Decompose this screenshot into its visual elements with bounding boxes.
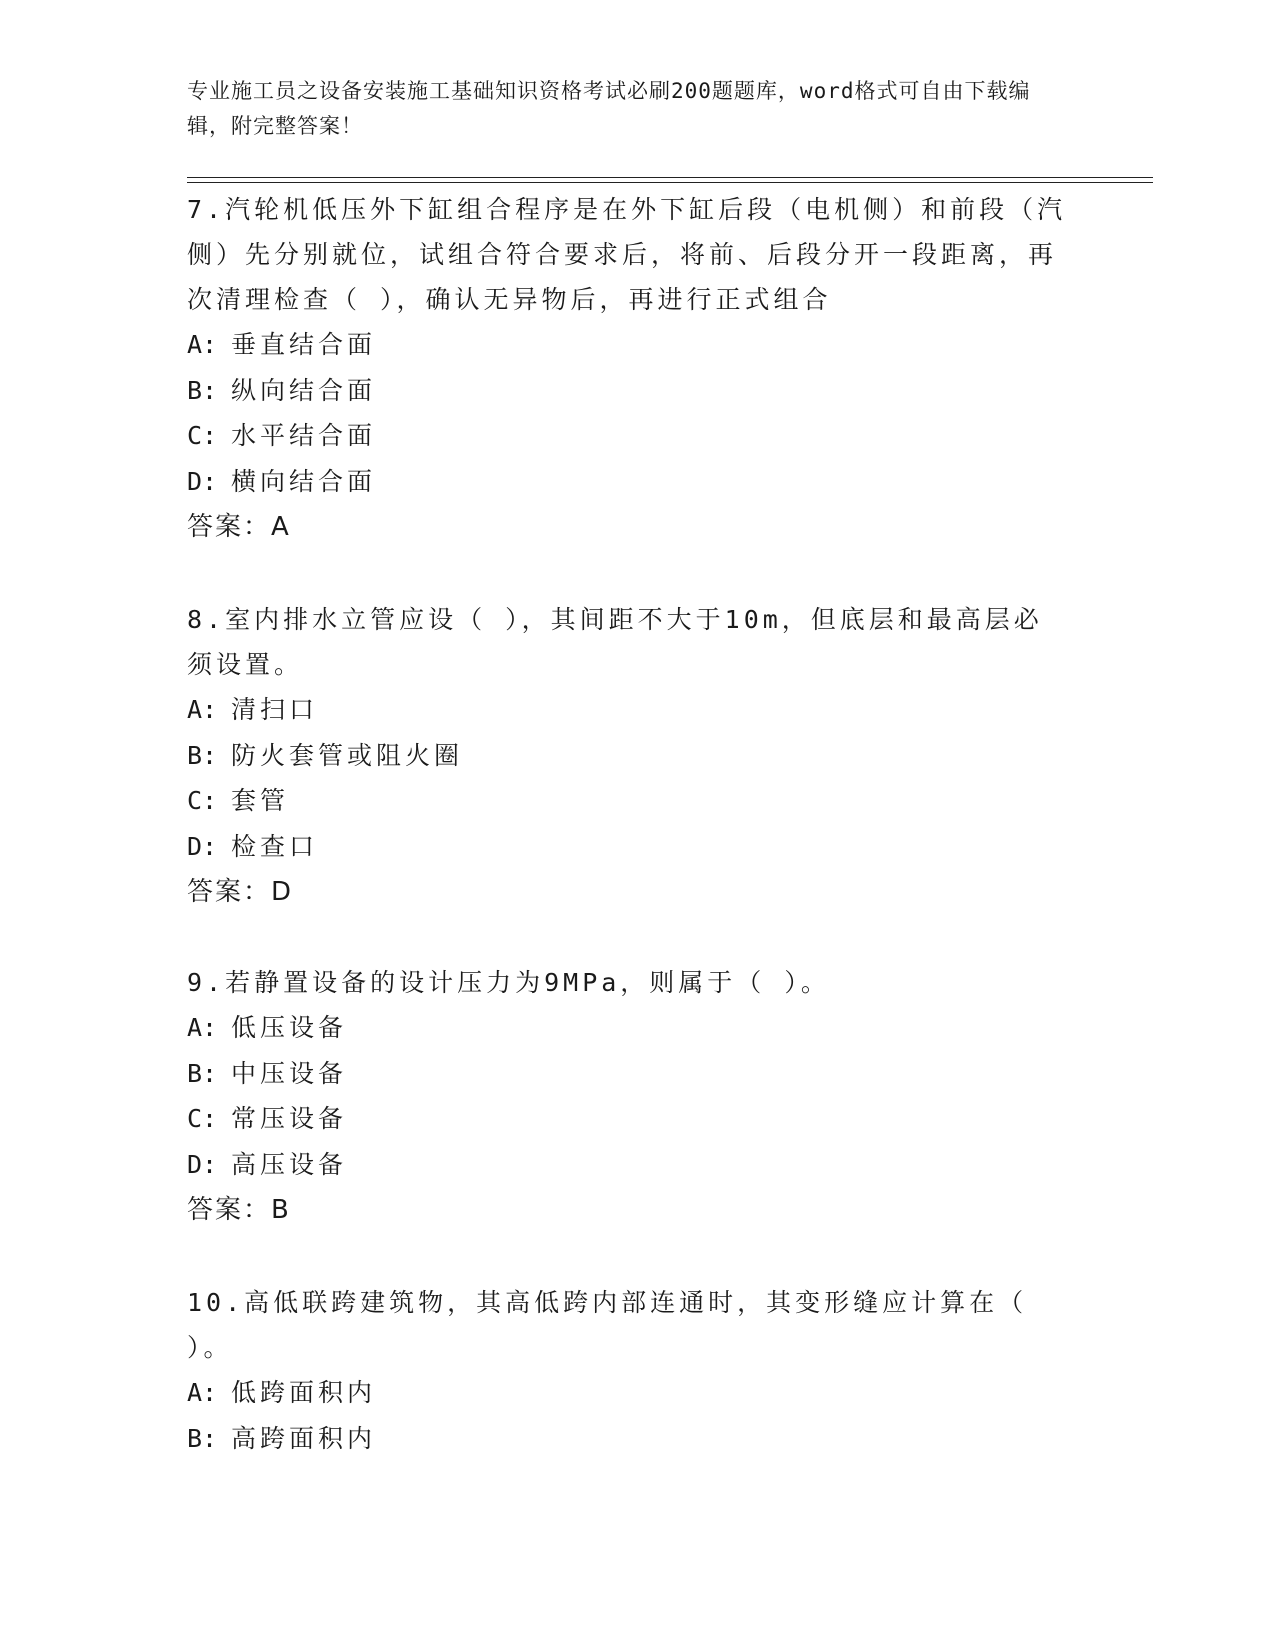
option-text: 低跨面积内 (231, 1378, 377, 1407)
header-divider-bottom (187, 182, 1153, 183)
option-text: 高跨面积内 (231, 1423, 377, 1453)
question-8 (187, 597, 1067, 915)
option-text: 水平结合面 (231, 421, 377, 450)
option-c (187, 1096, 1067, 1142)
option-letter: A: (187, 695, 218, 724)
document-header: 专业施工员之设备安装施工基础知识资格考试必刷200题题库，word格式可自由下载编辑，附完整答案！ (187, 79, 1031, 138)
option-text: 横向结合面 (231, 466, 377, 496)
question-stem: 9.若静置设备的设计压力为9MPa，则属于（ ）。 (187, 968, 830, 997)
question-stem: 8.室内排水立管应设（ ），其间距不大于10m，但底层和最高层必须设置。 (187, 605, 1043, 679)
option-text: 纵向结合面 (231, 375, 377, 405)
question-stem: 7.汽轮机低压外下缸组合程序是在外下缸后段（电机侧）和前段（汽侧）先分别就位，试组合符合要求后，将前、后段分开一段距离，再次清理检查（ ），确认无异物后，再进行正式组合 (187, 195, 1067, 314)
option-b (187, 1051, 1067, 1097)
question-7 (187, 187, 1067, 550)
option-letter: C: (187, 1104, 218, 1133)
option-letter: A: (187, 330, 218, 359)
option-text: 检查口 (231, 831, 319, 861)
option-a (187, 322, 1067, 368)
option-letter: C: (187, 786, 218, 815)
option-c (187, 778, 1067, 824)
option-letter: B: (187, 740, 218, 770)
option-letter: D: (187, 1149, 218, 1179)
option-b (187, 368, 1067, 414)
option-a (187, 1005, 1067, 1051)
option-letter: A: (187, 1378, 218, 1407)
option-d (187, 1142, 1067, 1188)
option-text: 防火套管或阻火圈 (231, 740, 464, 770)
option-b (187, 733, 1067, 779)
option-b (187, 1416, 1067, 1462)
option-a (187, 687, 1067, 733)
question-9 (187, 960, 1067, 1233)
answer-line: 答案：A (187, 512, 291, 542)
option-text: 常压设备 (231, 1104, 348, 1133)
option-text: 中压设备 (231, 1058, 348, 1088)
option-text: 套管 (231, 786, 290, 815)
option-d (187, 824, 1067, 870)
question-stem: 10.高低联跨建筑物，其高低跨内部连通时，其变形缝应计算在（ ）。 (187, 1288, 1028, 1362)
option-text: 低压设备 (231, 1013, 348, 1042)
option-a (187, 1370, 1067, 1416)
header-divider-top (187, 177, 1153, 178)
option-c (187, 413, 1067, 459)
option-letter: D: (187, 466, 218, 496)
option-letter: D: (187, 831, 218, 861)
option-letter: C: (187, 421, 218, 450)
option-letter: B: (187, 1058, 218, 1088)
option-text: 清扫口 (231, 695, 319, 724)
option-letter: B: (187, 375, 218, 405)
option-letter: B: (187, 1423, 218, 1453)
answer-line: 答案：D (187, 877, 294, 907)
option-d (187, 459, 1067, 505)
question-10 (187, 1280, 1067, 1461)
option-text: 高压设备 (231, 1149, 348, 1179)
option-letter: A: (187, 1013, 218, 1042)
answer-line: 答案：B (187, 1195, 291, 1225)
option-text: 垂直结合面 (231, 330, 377, 359)
